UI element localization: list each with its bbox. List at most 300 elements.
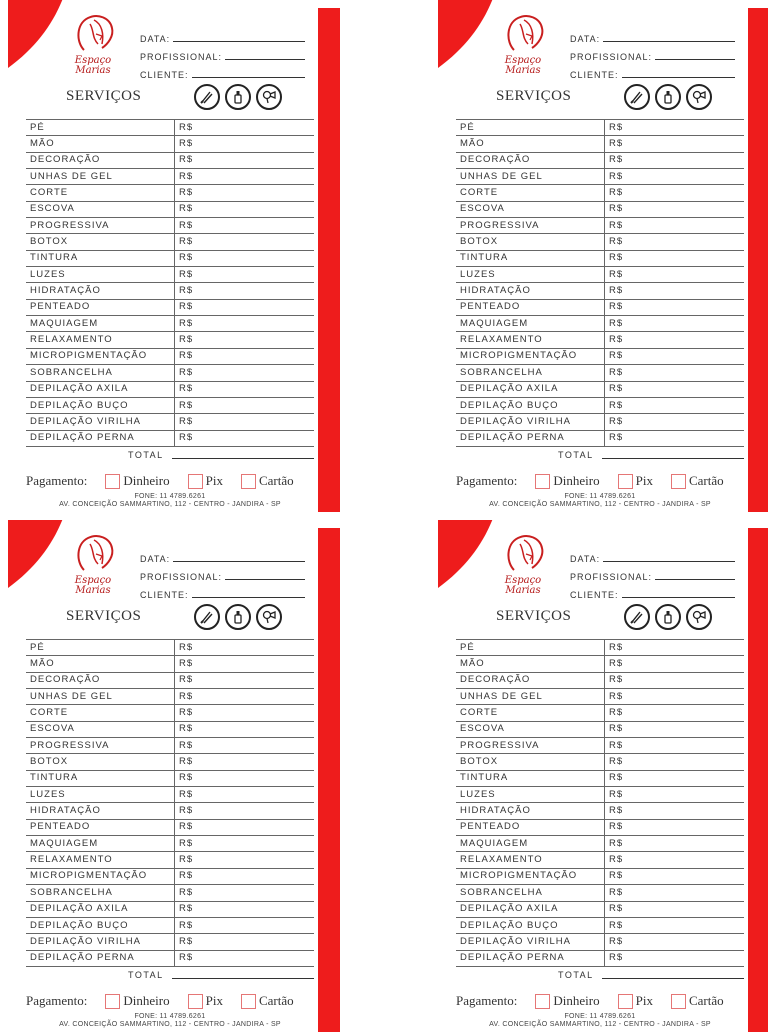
service-name: PROGRESSIVA [26,218,175,234]
service-name: PÉ [456,120,605,136]
service-form-card [430,0,768,512]
table-row [26,430,314,446]
service-price[interactable]: R$ [175,672,315,688]
service-price[interactable]: R$ [175,754,315,770]
service-price[interactable]: R$ [175,185,315,201]
service-form-card [0,0,340,512]
checkbox[interactable] [671,474,686,489]
checkbox[interactable] [241,994,256,1009]
professional-field[interactable] [570,44,735,62]
service-price[interactable]: R$ [175,430,315,446]
payment-row [26,473,294,489]
total-field[interactable] [558,450,744,460]
table-row [456,705,744,721]
service-name: LUZES [26,267,175,283]
service-price[interactable]: R$ [175,705,315,721]
date-label: DATA: [140,554,171,564]
service-price[interactable]: R$ [605,689,745,705]
service-price[interactable]: R$ [175,348,315,364]
client-field[interactable] [570,582,735,600]
service-name: DECORAÇÃO [26,672,175,688]
service-price[interactable]: R$ [605,803,745,819]
service-price[interactable]: R$ [175,721,315,737]
table-row [456,414,744,430]
table-row [456,430,744,446]
service-price[interactable]: R$ [175,169,315,185]
service-price[interactable]: R$ [175,397,315,413]
red-side-bar [318,528,340,1032]
service-name: UNHAS DE GEL [456,689,605,705]
checkbox[interactable] [535,994,550,1009]
nail-polish-icon [655,84,681,110]
table-row [456,934,744,950]
service-price[interactable]: R$ [605,885,745,901]
header-fields [570,546,735,600]
espaco-marias-logo [488,530,558,596]
service-name: DEPILAÇÃO PERNA [26,430,175,446]
client-label: CLIENTE: [570,590,619,600]
payment-option-cash[interactable]: Dinheiro [535,993,599,1009]
service-price[interactable]: R$ [175,381,315,397]
payment-label: Pagamento: [26,473,88,488]
date-label: DATA: [570,34,601,44]
payment-option-pix[interactable]: Pix [618,473,653,489]
table-row [456,819,744,835]
service-name: SOBRANCELHA [456,885,605,901]
services-table [26,119,314,447]
service-name: PÉ [26,640,175,656]
service-price[interactable]: R$ [175,267,315,283]
service-name: DEPILAÇÃO BUÇO [456,917,605,933]
professional-label: PROFISSIONAL: [140,572,223,582]
service-price[interactable]: R$ [605,397,745,413]
table-row [26,689,314,705]
header-fields [140,26,305,80]
nail-polish-icon [655,604,681,630]
service-name: DEPILAÇÃO PERNA [456,430,605,446]
total-field[interactable] [558,970,744,980]
table-row [26,770,314,786]
payment-option-cash[interactable]: Dinheiro [105,993,169,1009]
service-price[interactable]: R$ [605,819,745,835]
footer-phone: FONE: 11 4789.6261 [564,493,636,500]
service-name: HIDRATAÇÃO [26,803,175,819]
professional-field[interactable] [140,44,305,62]
date-field[interactable] [570,546,735,564]
service-price[interactable]: R$ [605,705,745,721]
footer-address: AV. CONCEIÇÃO SAMMARTINO, 112 - CENTRO - JANDIRA - SP [489,1021,711,1028]
service-price[interactable]: R$ [605,283,745,299]
table-row [26,950,314,966]
service-name: PROGRESSIVA [456,218,605,234]
service-name: HIDRATAÇÃO [26,283,175,299]
client-field[interactable] [140,582,305,600]
table-row [456,218,744,234]
date-field[interactable] [140,546,305,564]
table-row [26,868,314,884]
woman-silhouette-icon [488,10,558,56]
service-name: DEPILAÇÃO AXILA [26,381,175,397]
header-fields [570,26,735,80]
service-price[interactable]: R$ [605,738,745,754]
service-price[interactable]: R$ [605,430,745,446]
table-row [26,397,314,413]
espaco-marias-logo [58,10,128,76]
service-name: MICROPIGMENTAÇÃO [456,348,605,364]
table-row [456,250,744,266]
checkbox[interactable] [535,474,550,489]
service-icons [194,84,282,110]
service-name: DEPILAÇÃO BUÇO [26,917,175,933]
table-row [26,267,314,283]
service-name: DEPILAÇÃO BUÇO [456,397,605,413]
checkbox[interactable] [241,474,256,489]
table-row [456,267,744,283]
table-row [456,852,744,868]
table-row [26,365,314,381]
service-name: CORTE [26,185,175,201]
table-row [26,136,314,152]
nail-brush-icon [194,84,220,110]
date-field[interactable] [140,26,305,44]
service-price[interactable]: R$ [175,234,315,250]
service-name: MÃO [26,136,175,152]
service-price[interactable]: R$ [605,414,745,430]
services-table [456,119,744,447]
payment-option-cash[interactable]: Dinheiro [535,473,599,489]
logo-text: Espaço Marias [504,575,542,596]
payment-option-card[interactable]: Cartão [671,993,724,1009]
professional-label: PROFISSIONAL: [570,52,653,62]
table-row [456,120,744,136]
service-name: DEPILAÇÃO AXILA [26,901,175,917]
table-row [26,836,314,852]
table-row [26,283,314,299]
service-name: BOTOX [26,234,175,250]
woman-silhouette-icon [58,530,128,576]
table-row [26,218,314,234]
service-price[interactable]: R$ [175,316,315,332]
table-row [456,201,744,217]
table-row [26,332,314,348]
payment-option-pix[interactable]: Pix [188,993,223,1009]
service-price[interactable]: R$ [175,917,315,933]
service-name: CORTE [456,185,605,201]
date-label: DATA: [140,34,171,44]
service-price[interactable]: R$ [175,901,315,917]
service-price[interactable]: R$ [175,201,315,217]
payment-option-pix[interactable]: Pix [618,993,653,1009]
table-row [26,152,314,168]
payment-row [456,993,724,1009]
table-row [26,803,314,819]
table-row [26,201,314,217]
service-price[interactable]: R$ [175,868,315,884]
services-title: SERVIÇOS [496,608,572,624]
table-row [26,414,314,430]
service-price[interactable]: R$ [605,770,745,786]
table-row [26,185,314,201]
service-price[interactable]: R$ [605,950,745,966]
service-price[interactable]: R$ [605,721,745,737]
service-price[interactable]: R$ [175,689,315,705]
service-price[interactable]: R$ [175,136,315,152]
service-name: BOTOX [456,234,605,250]
table-row [456,950,744,966]
table-row [456,397,744,413]
hair-dryer-icon [256,84,282,110]
table-row [456,234,744,250]
footer-address: AV. CONCEIÇÃO SAMMARTINO, 112 - CENTRO - JANDIRA - SP [59,501,281,508]
service-price[interactable]: R$ [605,365,745,381]
service-name: MÃO [26,656,175,672]
table-row [26,672,314,688]
checkbox[interactable] [618,474,633,489]
service-name: SOBRANCELHA [456,365,605,381]
table-row [456,738,744,754]
service-price[interactable]: R$ [605,852,745,868]
payment-row [26,993,294,1009]
red-side-bar [748,8,768,512]
nail-polish-icon [225,604,251,630]
table-row [456,152,744,168]
services-title: SERVIÇOS [66,608,142,624]
service-price[interactable]: R$ [175,640,315,656]
woman-silhouette-icon [58,10,128,56]
service-price[interactable]: R$ [175,283,315,299]
service-price[interactable]: R$ [175,120,315,136]
service-price[interactable]: R$ [605,120,745,136]
service-price[interactable]: R$ [605,868,745,884]
service-name: MICROPIGMENTAÇÃO [456,868,605,884]
table-row [26,169,314,185]
table-row [456,803,744,819]
payment-option-card[interactable]: Cartão [241,473,294,489]
service-price[interactable]: R$ [605,267,745,283]
service-price[interactable]: R$ [175,852,315,868]
service-price[interactable]: R$ [175,770,315,786]
date-label: DATA: [570,554,601,564]
table-row [456,721,744,737]
table-row [456,169,744,185]
service-name: MAQUIAGEM [456,316,605,332]
service-name: CORTE [26,705,175,721]
client-label: CLIENTE: [570,70,619,80]
footer-phone: FONE: 11 4789.6261 [564,1013,636,1020]
service-price[interactable]: R$ [175,738,315,754]
service-name: MAQUIAGEM [456,836,605,852]
service-name: ESCOVA [26,721,175,737]
service-price[interactable]: R$ [605,917,745,933]
service-name: PENTEADO [26,819,175,835]
service-price[interactable]: R$ [175,414,315,430]
service-name: HIDRATAÇÃO [456,803,605,819]
service-price[interactable]: R$ [175,299,315,315]
table-row [456,656,744,672]
service-price[interactable]: R$ [175,152,315,168]
service-price[interactable]: R$ [605,934,745,950]
service-name: HIDRATAÇÃO [456,283,605,299]
nail-brush-icon [624,84,650,110]
table-row [26,787,314,803]
service-price[interactable]: R$ [175,365,315,381]
service-form-card [0,520,340,1032]
table-row [26,721,314,737]
service-price[interactable]: R$ [175,819,315,835]
date-field[interactable] [570,26,735,44]
service-name: PENTEADO [456,819,605,835]
red-side-bar [318,8,340,512]
logo-text: Espaço Marias [74,55,112,76]
payment-option-card[interactable]: Cartão [671,473,724,489]
checkbox[interactable] [105,474,120,489]
table-row [456,365,744,381]
client-field[interactable] [570,62,735,80]
service-name: DECORAÇÃO [26,152,175,168]
header-fields [140,546,305,600]
service-price[interactable]: R$ [605,348,745,364]
table-row [26,250,314,266]
total-field[interactable] [128,970,314,980]
payment-option-pix[interactable]: Pix [188,473,223,489]
table-row [456,348,744,364]
professional-field[interactable] [140,564,305,582]
service-price[interactable]: R$ [175,218,315,234]
service-price[interactable]: R$ [605,656,745,672]
total-label: TOTAL [558,970,594,980]
table-row [26,656,314,672]
service-name: DEPILAÇÃO AXILA [456,381,605,397]
service-price[interactable]: R$ [175,787,315,803]
hair-dryer-icon [686,604,712,630]
service-price[interactable]: R$ [605,169,745,185]
service-price[interactable]: R$ [605,152,745,168]
service-price[interactable]: R$ [605,136,745,152]
service-name: PÉ [26,120,175,136]
service-price[interactable]: R$ [605,640,745,656]
table-row [456,316,744,332]
service-price[interactable]: R$ [175,885,315,901]
table-row [456,901,744,917]
service-name: TINTURA [456,770,605,786]
client-field[interactable] [140,62,305,80]
logo-text: Espaço Marias [74,575,112,596]
table-row [456,868,744,884]
service-icons [624,84,712,110]
service-price[interactable]: R$ [605,250,745,266]
service-price[interactable]: R$ [605,316,745,332]
service-name: DEPILAÇÃO PERNA [456,950,605,966]
table-row [26,754,314,770]
service-name: CORTE [456,705,605,721]
service-price[interactable]: R$ [175,250,315,266]
service-price[interactable]: R$ [175,332,315,348]
service-price[interactable]: R$ [605,672,745,688]
service-name: LUZES [456,267,605,283]
service-name: PROGRESSIVA [456,738,605,754]
service-name: MAQUIAGEM [26,836,175,852]
checkbox[interactable] [188,994,203,1009]
service-price[interactable]: R$ [605,787,745,803]
table-row [456,136,744,152]
hair-dryer-icon [256,604,282,630]
table-row [26,640,314,656]
service-price[interactable]: R$ [605,218,745,234]
service-name: ESCOVA [26,201,175,217]
service-icons [624,604,712,630]
service-price[interactable]: R$ [605,381,745,397]
espaco-marias-logo [58,530,128,596]
service-price[interactable]: R$ [605,836,745,852]
table-row [26,234,314,250]
table-row [456,787,744,803]
table-row [456,754,744,770]
service-name: PENTEADO [26,299,175,315]
service-price[interactable]: R$ [605,234,745,250]
nail-polish-icon [225,84,251,110]
woman-silhouette-icon [488,530,558,576]
service-price[interactable]: R$ [605,299,745,315]
service-name: PÉ [456,640,605,656]
table-row [26,120,314,136]
table-row [456,885,744,901]
service-name: UNHAS DE GEL [456,169,605,185]
professional-label: PROFISSIONAL: [570,572,653,582]
professional-field[interactable] [570,564,735,582]
service-price[interactable]: R$ [175,836,315,852]
client-label: CLIENTE: [140,590,189,600]
checkbox[interactable] [105,994,120,1009]
payment-label: Pagamento: [26,993,88,1008]
total-field[interactable] [128,450,314,460]
services-title: SERVIÇOS [496,88,572,104]
payment-label: Pagamento: [456,473,518,488]
checkbox[interactable] [671,994,686,1009]
service-price[interactable]: R$ [175,656,315,672]
service-name: RELAXAMENTO [456,852,605,868]
table-row [26,885,314,901]
table-row [26,917,314,933]
logo-text: Espaço Marias [504,55,542,76]
service-name: TINTURA [26,770,175,786]
table-row [456,332,744,348]
service-price[interactable]: R$ [605,201,745,217]
service-name: DEPILAÇÃO AXILA [456,901,605,917]
red-side-bar [748,528,768,1032]
service-price[interactable]: R$ [605,332,745,348]
service-price[interactable]: R$ [605,185,745,201]
service-price[interactable]: R$ [175,950,315,966]
service-name: BOTOX [26,754,175,770]
service-name: LUZES [26,787,175,803]
service-price[interactable]: R$ [175,803,315,819]
service-name: DEPILAÇÃO VIRILHA [456,934,605,950]
service-name: DEPILAÇÃO PERNA [26,950,175,966]
payment-option-cash[interactable]: Dinheiro [105,473,169,489]
service-form-card [430,520,768,1032]
table-row [26,934,314,950]
footer-address: AV. CONCEIÇÃO SAMMARTINO, 112 - CENTRO - JANDIRA - SP [59,1021,281,1028]
service-name: RELAXAMENTO [26,852,175,868]
table-row [26,852,314,868]
checkbox[interactable] [618,994,633,1009]
service-price[interactable]: R$ [605,901,745,917]
checkbox[interactable] [188,474,203,489]
service-price[interactable]: R$ [175,934,315,950]
service-price[interactable]: R$ [605,754,745,770]
payment-option-card[interactable]: Cartão [241,993,294,1009]
footer-phone: FONE: 11 4789.6261 [134,1013,206,1020]
